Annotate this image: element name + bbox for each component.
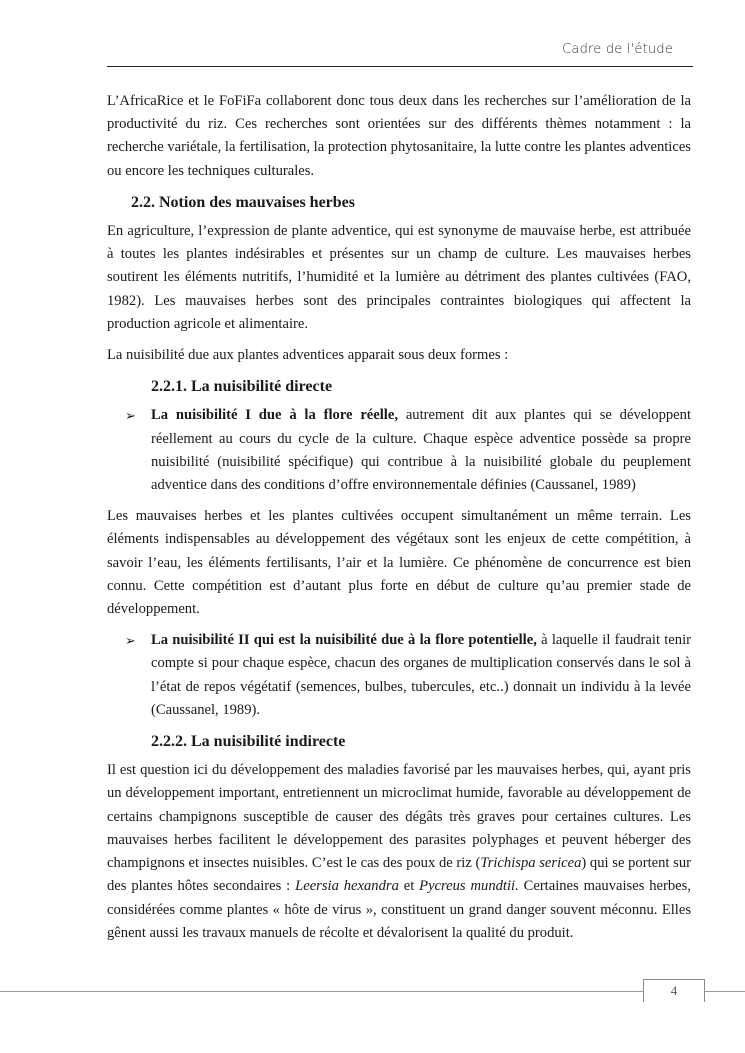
heading-2-2-1: 2.2.1. La nuisibilité directe <box>151 378 333 396</box>
bullet-text: autrement dit aux plantes qui se développent réellement au cours du cycle de la culture. Chaque espèce adventice possède sa propre nuisibilité (nuisibilité spécifique) qui contribue à la nuisibilité globale du peuplement adventice dans des conditions d’offre environnementale définies (Caussanel, 1989) <box>151 407 691 494</box>
italic-species: Trichispa sericea <box>480 855 582 872</box>
footer-rule <box>0 991 745 992</box>
bullet-text: à laquelle il faudrait tenir compte si pour chaque espèce, chacun des organes de multiplication conservés dans le sol à l’état de repos végétatif (semences, bulbes, tubercules, etc..) donnait un individu à la levée (Caussanel, 1989). <box>151 632 691 718</box>
bullet-item-direct <box>107 404 691 497</box>
text-segment: Il est question ici du développement des maladies favorisé par les mauvaises herbes, qui, ayant pris un développement important, entretiennent un microclimat humide, favorable au développement de certains champignons susceptible de causer des dégâts très graves pour certaines cultures. Les mauvaises herbes facilitent le développement des parasites polyphages et peuvent héberger des champignons et insectes nuisibles. C’est le cas des poux de riz ( <box>107 762 691 872</box>
running-header: Cadre de l'étude <box>562 42 673 57</box>
header-rule <box>107 66 693 67</box>
paragraph-forms: La nuisibilité due aux plantes adventices apparait sous deux formes : <box>107 347 509 364</box>
heading-2-2: 2.2. Notion des mauvaises herbes <box>131 193 356 211</box>
bullet-item-potential <box>107 629 691 722</box>
paragraph-definition: En agriculture, l’expression de plante adventice, qui est synonyme de mauvaise herbe, est attribuée à toutes les plantes indésirables et présentes sur un champ de culture. Les mauvaises herbes soutirent les éléments nutritifs, l’humidité et la lumière au détriment des plantes cultivées (FAO, 1982). Les mauvaises herbes sont des principales contraintes biologiques qui affectent la production agricole et alimentaire. <box>107 223 691 332</box>
page-number: 4 <box>643 979 705 1002</box>
paragraph-competition: Les mauvaises herbes et les plantes cultivées occupent simultanément un même terrain. Les éléments indispensables au développement des végétaux sont les enjeux de cette compétition, à savoir l’eau, les éléments fertilisants, l’air et la lumière. Ce phénomène de concurrence est bien connu. Cette compétition est d’autant plus forte en début de culture qu’au premier stade de développement. <box>107 508 691 618</box>
bullet-bold-text: La nuisibilité II qui est la nuisibilité due à la flore potentielle, <box>151 632 537 649</box>
italic-species: Leersia hexandra <box>295 878 399 895</box>
paragraph-indirect <box>107 759 691 945</box>
italic-species: Pycreus mundtii. <box>419 878 519 895</box>
text-segment: ) qui se portent sur des plantes hôtes secondaires : <box>107 855 691 895</box>
paragraph-intro: L’AfricaRice et le FoFiFa collaborent donc tous deux dans les recherches sur l’amélioration de la productivité du riz. Ces recherches sont orientées sur des différents thèmes notamment : la recherche variétale, la fertilisation, la protection phytosanitaire, la lutte contre les plantes adventices ou encore les techniques culturales. <box>107 93 691 179</box>
arrow-bullet-icon: ➢ <box>125 633 136 649</box>
text-segment: et <box>398 878 420 895</box>
page-body <box>107 90 691 953</box>
arrow-bullet-icon: ➢ <box>125 408 136 424</box>
heading-2-2-2: 2.2.2. La nuisibilité indirecte <box>151 733 346 751</box>
bullet-bold-text: La nuisibilité I due à la flore réelle, <box>151 407 398 424</box>
text-segment: Certaines mauvaises herbes, considérées comme plantes « hôte de virus », constituent un grand danger souvent méconnu. Elles gênent aussi les travaux manuels de récolte et dévalorisent la qualité du produit. <box>107 878 691 941</box>
